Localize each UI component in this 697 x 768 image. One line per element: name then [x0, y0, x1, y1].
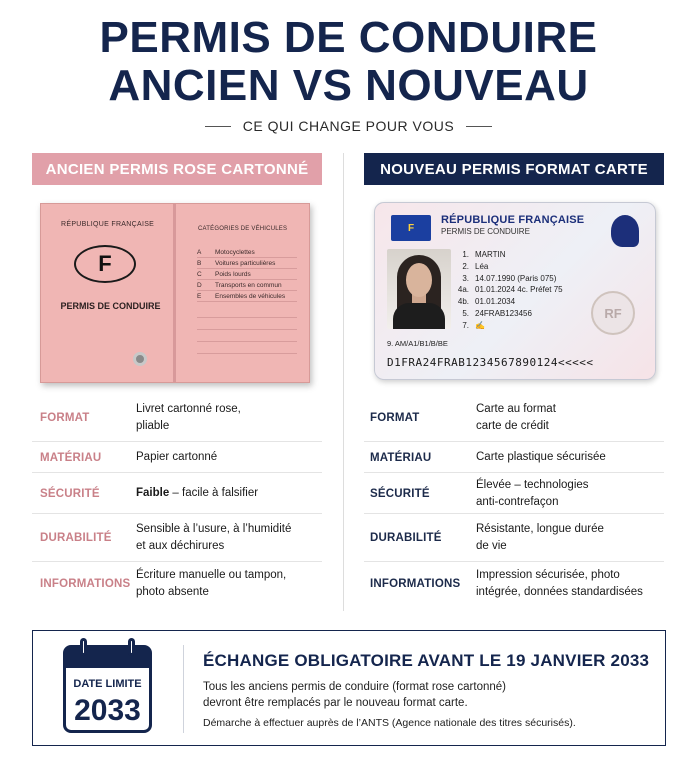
row-value: Papier cartonné: [136, 451, 218, 463]
field-key: 4a.: [457, 285, 469, 295]
rf-seal-icon: [591, 291, 635, 335]
subtitle: CE QUI CHANGE POUR VOUS: [242, 118, 455, 134]
rf-seal-text: RF: [604, 305, 622, 321]
old-permit-header: ANCIEN PERMIS ROSE CARTONNÉ: [32, 153, 322, 185]
booklet-blank-line: [197, 353, 297, 354]
marianne-icon: [611, 215, 639, 247]
field-key: 3.: [462, 273, 469, 283]
table-row: [364, 395, 664, 442]
deadline-note: Démarche à effectuer auprès de l’ANTS (Agence nationale des titres sécurisés).: [203, 717, 576, 729]
row-label: DURABILITÉ: [40, 532, 112, 544]
page-title-line2: ANCIEN VS NOUVEAU: [108, 61, 589, 110]
field-value: 24FRAB123456: [475, 308, 532, 318]
subtitle-rule-left: [205, 126, 231, 127]
field-key: 7.: [462, 320, 469, 330]
category-label: Ensembles de véhicules: [215, 293, 286, 300]
booklet-blank-line: [197, 317, 297, 318]
page-title-line1: PERMIS DE CONDUIRE: [99, 13, 598, 62]
booklet-eyelet-icon: [133, 352, 147, 366]
category-letter: D: [197, 282, 202, 289]
field-value: 14.07.1990 (Paris 075): [475, 273, 557, 283]
row-value: Résistante, longue durée de vie: [476, 523, 604, 552]
booklet-republique: RÉPUBLIQUE FRANÇAISE: [61, 221, 155, 228]
field-value: 01.01.2024 4c. Préfet 75: [475, 285, 563, 295]
row-label: SÉCURITÉ: [370, 487, 430, 500]
signature-icon: ✍: [475, 320, 485, 330]
deadline-separator: [183, 645, 184, 733]
field-value: 01.01.2034: [475, 297, 516, 307]
column-divider: [343, 153, 344, 611]
card-fields: [457, 249, 563, 332]
category-letter: A: [197, 249, 202, 256]
row-label: MATÉRIAU: [370, 451, 432, 464]
booklet-category: [197, 293, 297, 302]
card-field: [457, 308, 563, 320]
field-value: Léa: [475, 261, 489, 271]
calendar-label: DATE LIMITE: [73, 678, 142, 690]
row-label: MATÉRIAU: [40, 451, 102, 464]
row-value: Élevée – technologies anti-contrefaçon: [476, 478, 589, 508]
booklet-title: PERMIS DE CONDUIRE: [60, 301, 161, 311]
old-permit-booklet: [40, 203, 310, 383]
card-field: [457, 296, 563, 308]
deadline-box: [32, 630, 666, 746]
deadline-title: ÉCHANGE OBLIGATOIRE AVANT LE 19 JANVIER 2033: [203, 651, 650, 670]
row-value: Carte plastique sécurisée: [476, 451, 606, 463]
card-republique: RÉPUBLIQUE FRANÇAISE: [441, 214, 585, 226]
table-row: [32, 563, 322, 605]
table-row: [364, 515, 664, 562]
calendar-ring: [80, 638, 87, 656]
booklet-blank-line: [197, 341, 297, 342]
booklet-blank-line: [197, 329, 297, 330]
card-field: [457, 249, 563, 261]
category-label: Motocyclettes: [215, 249, 255, 256]
calendar-top-bar: [66, 648, 149, 668]
table-row: [32, 443, 322, 473]
row-value: Faible – facile à falsifier: [136, 487, 259, 499]
row-label: INFORMATIONS: [370, 578, 461, 590]
deadline-text: Tous les anciens permis de conduire (format rose cartonné) devront être remplacés par le nouveau format carte.: [203, 681, 506, 709]
subtitle-row: [0, 118, 697, 134]
table-row: [32, 515, 322, 562]
booklet-category: [197, 282, 297, 291]
new-permit-card: [374, 202, 656, 380]
row-value: Carte au format carte de crédit: [476, 403, 556, 432]
table-row: [32, 474, 322, 514]
row-value: Livret cartonné rose, pliable: [136, 403, 241, 432]
category-label: Poids lourds: [215, 271, 251, 278]
card-field: [457, 273, 563, 285]
new-permit-header: NOUVEAU PERMIS FORMAT CARTE: [364, 153, 664, 185]
card-title: PERMIS DE CONDUIRE: [441, 227, 530, 236]
card-field: [457, 261, 563, 273]
table-row: [364, 443, 664, 473]
card-photo: [387, 249, 451, 329]
row-label: DURABILITÉ: [370, 532, 442, 544]
booklet-category: [197, 249, 297, 258]
category-label: Transports en commun: [215, 282, 282, 289]
booklet-f-letter: F: [98, 251, 112, 276]
row-label: FORMAT: [40, 412, 90, 424]
table-row: [364, 563, 664, 605]
subtitle-rule-right: [466, 126, 492, 127]
card-mrz: D1FRA24FRAB1234567890124<<<<<: [387, 356, 594, 369]
field-value: MARTIN: [475, 250, 506, 259]
category-letter: E: [197, 293, 202, 300]
calendar-ring: [128, 638, 135, 656]
field-key: 5.: [462, 308, 469, 318]
eu-country-code: F: [407, 222, 415, 234]
field-key: 2.: [462, 261, 469, 271]
booklet-categories-title: CATÉGORIES DE VÉHICULES: [198, 226, 288, 232]
row-value: Impression sécurisée, photo intégrée, données standardisées: [476, 569, 643, 598]
row-value: Sensible à l’usure, à l’humidité et aux déchirures: [136, 523, 292, 552]
category-label: Voitures particulières: [215, 260, 276, 267]
card-categories: 9. AM/A1/B1/B/BE: [387, 339, 448, 348]
booklet-category: [197, 271, 297, 280]
row-label: INFORMATIONS: [40, 578, 131, 590]
booklet-fold: [173, 204, 176, 382]
row-value: Écriture manuelle ou tampon, photo absente: [136, 569, 287, 598]
booklet-f-oval: [74, 245, 136, 283]
photo-face: [406, 263, 432, 297]
photo-body: [393, 303, 445, 329]
calendar-icon: [63, 645, 152, 733]
card-field: [457, 284, 563, 296]
category-letter: B: [197, 260, 202, 267]
row-label: FORMAT: [370, 412, 420, 424]
field-key: 1.: [462, 250, 469, 259]
card-field: [457, 320, 563, 332]
category-letter: C: [197, 271, 202, 278]
calendar-year: 2033: [74, 694, 141, 727]
row-label: SÉCURITÉ: [40, 487, 100, 500]
table-row: [32, 395, 322, 442]
eu-flag-icon: [391, 215, 431, 241]
booklet-category: [197, 260, 297, 269]
field-key: 4b.: [457, 297, 469, 307]
table-row: [364, 474, 664, 514]
